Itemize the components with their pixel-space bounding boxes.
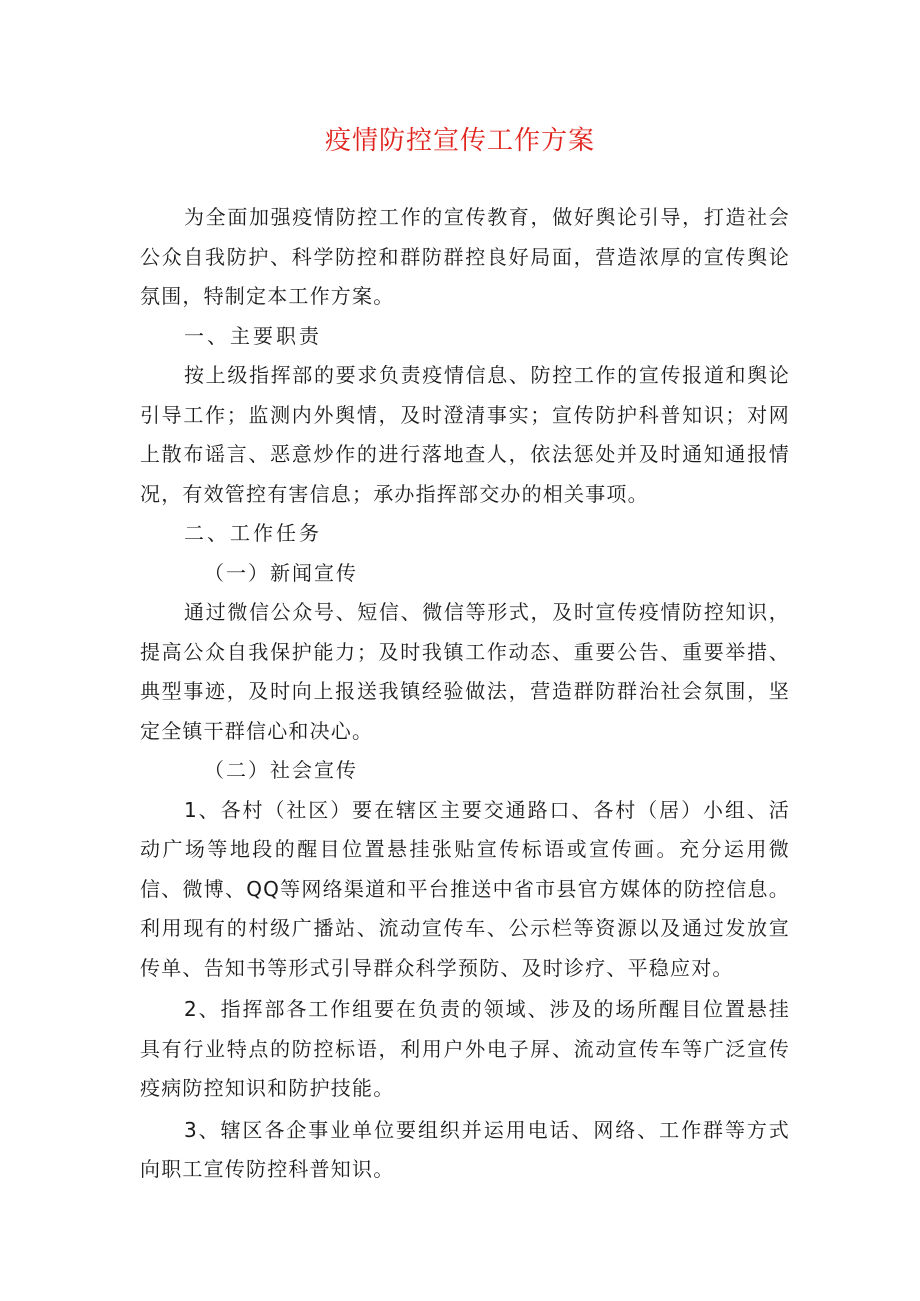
document-title: 疫情防控宣传工作方案 [324, 126, 595, 156]
section-1-heading: 一、主要职责 [184, 323, 322, 348]
section-2-heading: 二、工作任务 [184, 521, 322, 545]
document-body [140, 198, 790, 1190]
subsection-2-heading: （二）社会宣传 [204, 758, 358, 782]
section-1-paragraph: 按上级指挥部的要求负责疫情信息、防控工作的宣传报道和舆论引导工作；监测内外舆情，及时澄清事实；宣传防护科普知识；对网上散布谣言、恶意炒作的进行落地查人，依法惩处并及时通知通报情况，有效管控有害信息；承办指挥部交办的相关事项。 [140, 363, 790, 506]
list-item-3: 3、辖区各企事业单位要组织并运用电话、网络、工作群等方式向职工宣传防控科普知识。 [140, 1117, 790, 1181]
list-item-1: 1、各村（社区）要在辖区主要交通路口、各村（居）小组、活动广场等地段的醒目位置悬挂张贴宣传标语或宣传画。充分运用微信、微博、QQ等网络渠道和平台推送中省市县官方媒体的防控信息。利用现有的村级广播站、流动宣传车、公示栏等资源以及通过发放宣传单、告知书等形式引导群众科学预防、及时诊疗、平稳应对。 [140, 797, 790, 980]
subsection-1-paragraph: 通过微信公众号、短信、微信等形式，及时宣传疫情防控知识，提高公众自我保护能力；及时我镇工作动态、重要公告、重要举措、典型事迹，及时向上报送我镇经验做法，营造群防群治社会氛围，坚定全镇干群信心和决心。 [140, 600, 790, 743]
intro-paragraph: 为全面加强疫情防控工作的宣传教育，做好舆论引导，打造社会公众自我防护、科学防控和群防群控良好局面，营造浓厚的宣传舆论氛围，特制定本工作方案。 [140, 205, 790, 308]
list-item-2: 2、指挥部各工作组要在负责的领域、涉及的场所醒目位置悬挂具有行业特点的防控标语，利用户外电子屏、流动宣传车等广泛宣传疫病防控知识和防护技能。 [140, 997, 790, 1100]
subsection-1-heading: （一）新闻宣传 [204, 560, 358, 585]
